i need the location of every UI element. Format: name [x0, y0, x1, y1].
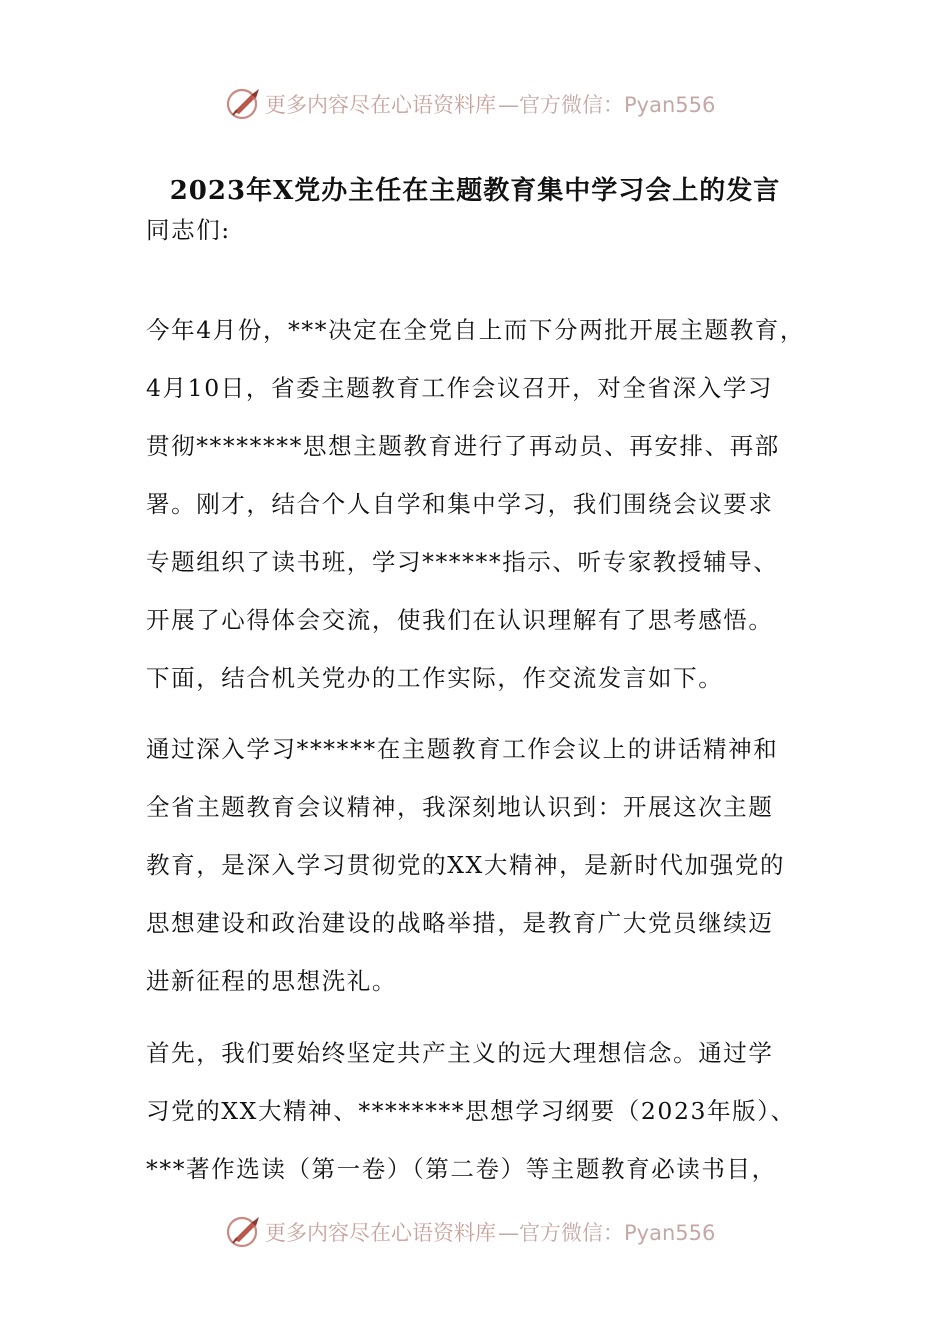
watermark-contact-text: —官方微信：Pyan556 [498, 93, 716, 117]
paragraph-line: 首先，我们要始终坚定共产主义的远大理想信念。通过学 [146, 1039, 774, 1067]
paragraph-line: 习党的XX大精神、********思想学习纲要（2023年版）、 [146, 1097, 796, 1125]
paragraph-line: 下面，结合机关党办的工作实际，作交流发言如下。 [146, 664, 724, 692]
paragraph-line: 开展了心得体会交流，使我们在认识理解有了思考感悟。 [146, 606, 774, 634]
paragraph-line: 4月10日，省委主题教育工作会议召开，对全省深入学习 [146, 374, 773, 402]
footer-watermark [225, 1212, 745, 1252]
paragraph-line: 贯彻********思想主题教育进行了再动员、再安排、再部 [146, 432, 780, 460]
paragraph-line: 教育，是深入学习贯彻党的XX大精神，是新时代加强党的 [146, 851, 786, 879]
paragraph-line: 今年4月份，***决定在全党自上而下分两批开展主题教育， [146, 316, 806, 344]
paragraph-line: 署。刚才，结合个人自学和集中学习，我们围绕会议要求 [146, 490, 774, 518]
watermark-contact-text: —官方微信：Pyan556 [498, 1221, 716, 1245]
quill-seal-icon [225, 85, 263, 123]
paragraph-line: 进新征程的思想洗礼。 [146, 967, 397, 995]
paragraph-line: 通过深入学习******在主题教育工作会议上的讲话精神和 [146, 735, 779, 763]
paragraph-line: ***著作选读（第一卷）（第二卷）等主题教育必读书目， [146, 1155, 777, 1183]
document-title: 2023年X党办主任在主题教育集中学习会上的发言 [169, 176, 781, 206]
paragraph-line: 思想建设和政治建设的战略举措，是教育广大党员继续迈 [146, 909, 774, 937]
paragraph-line: 专题组织了读书班，学习******指示、听专家教授辅导、 [146, 548, 779, 576]
watermark-brand-text: 更多内容尽在心语资料库 [265, 93, 496, 117]
salutation: 同志们: [146, 216, 231, 244]
header-watermark [225, 84, 745, 124]
paragraph-line: 全省主题教育会议精神，我深刻地认识到：开展这次主题 [146, 793, 774, 821]
quill-seal-icon [225, 1213, 263, 1251]
watermark-brand-text: 更多内容尽在心语资料库 [265, 1221, 496, 1245]
